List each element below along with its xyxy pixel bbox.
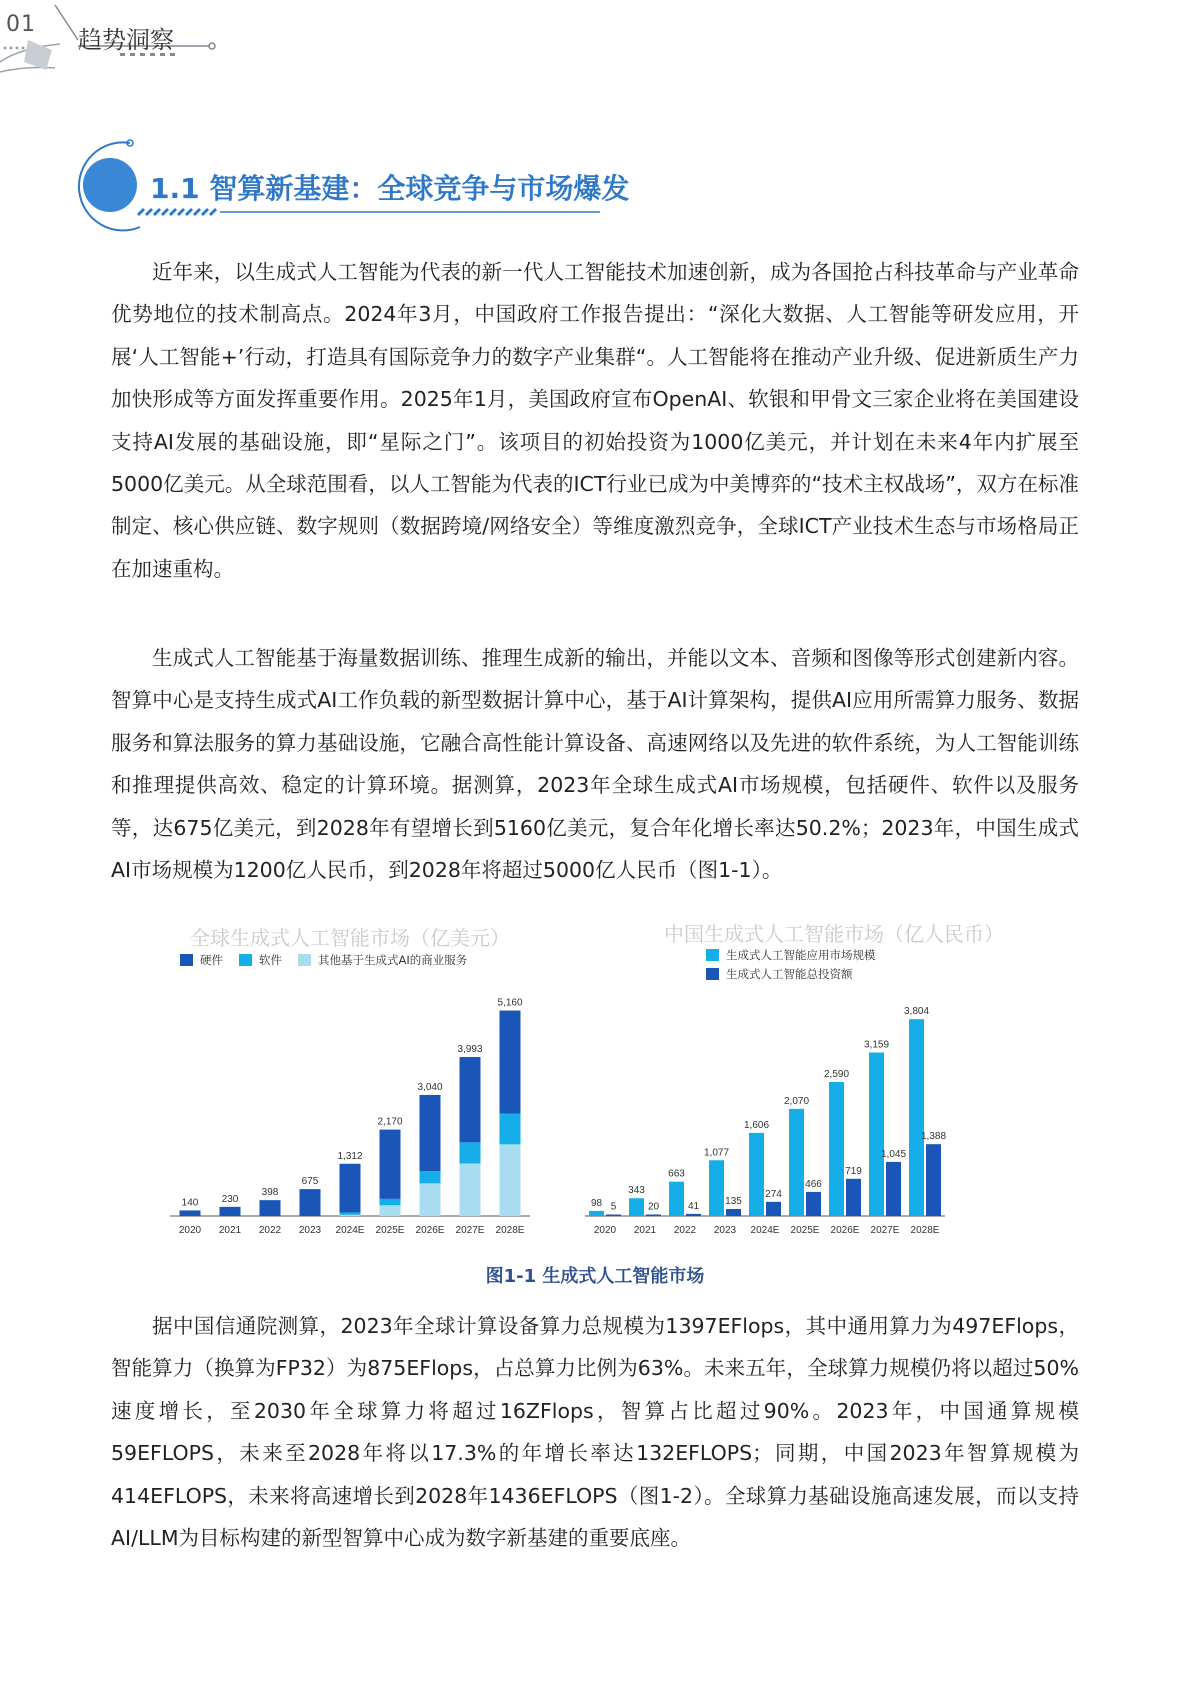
paragraph-1: 近年来，以生成式人工智能为代表的新一代人工智能技术加速创新，成为各国抢占科技革命与产业革命优势地位的技术制高点。2024年3月，中国政府工作报告提出：“深化大数据、人工智能等研发应用，开展‘人工智能+’行动，打造具有国际竞争力的数字产业集群“。人工智能将在推动产业升级、促进新质生产力加快形成等方面发挥重要作用。2025年1月，美国政府宣布OpenAI、软银和甲骨文三家企业将在美国建设支持AI发展的基础设施，即“星际之门”。该项目的初始投资为1000亿美元，并计划在未来4年内扩展至5000亿美元。从全球范围看，以人工智能为代表的ICT行业已成为中美博弈的“技术主权战场”，双方在标准制定、核心供应链、数字规则（数据跨境/网络安全）等维度激烈竞争，全球ICT产业技术生态与市场格局正在加速重构。 — [111, 260, 1079, 581]
bar-segment — [220, 1207, 241, 1216]
section-title: 1.1 智算新基建：全球竞争与市场爆发 — [150, 172, 630, 205]
data-label: 98 — [590, 1197, 603, 1209]
bar-segment — [500, 1011, 521, 1114]
data-label: 1,077 — [703, 1147, 730, 1159]
legend-label: 其他基于生成式AI的商业服务 — [318, 953, 468, 967]
chart-global-title: 全球生成式人工智能市场（亿美元） — [190, 926, 510, 950]
data-label: 3,993 — [457, 1044, 483, 1056]
bar-segment — [380, 1199, 401, 1205]
legend-item-software — [239, 952, 282, 968]
x-tick-label: 2024E — [335, 1225, 365, 1236]
data-label: 1,606 — [743, 1119, 770, 1131]
data-label: 2,170 — [377, 1116, 403, 1128]
data-label: 3,040 — [417, 1081, 443, 1093]
bar-segment — [460, 1163, 481, 1216]
legend-label: 生成式人工智能应用市场规模 — [726, 948, 876, 962]
data-label: 343 — [628, 1185, 645, 1197]
x-tick-label: 2027E — [870, 1225, 900, 1236]
bar — [829, 1082, 844, 1216]
x-tick-label: 2025E — [790, 1225, 820, 1236]
chart-china-market — [585, 1000, 985, 1245]
legend-item-hardware — [180, 952, 223, 968]
bar-segment — [300, 1189, 321, 1216]
x-tick-label: 2026E — [830, 1225, 860, 1236]
bar — [669, 1182, 684, 1216]
bar-segment — [260, 1200, 281, 1216]
data-label: 230 — [221, 1193, 239, 1205]
legend-swatch — [239, 954, 252, 966]
data-label: 466 — [805, 1178, 822, 1190]
x-tick-label: 2021 — [633, 1225, 657, 1236]
data-label: 5 — [610, 1201, 617, 1213]
x-tick-label: 2021 — [218, 1225, 242, 1236]
bar — [869, 1053, 884, 1216]
bar — [886, 1162, 901, 1216]
legend-item-services — [298, 952, 467, 968]
x-tick-label: 2028E — [910, 1225, 940, 1236]
data-label: 675 — [301, 1176, 319, 1188]
x-tick-label: 2026E — [415, 1225, 445, 1236]
bar — [726, 1209, 741, 1216]
chart-china-title: 中国生成式人工智能市场（亿人民币） — [664, 922, 1004, 946]
bar — [909, 1019, 924, 1216]
bar-segment — [180, 1210, 201, 1216]
chart-global-legend — [180, 952, 467, 971]
bar-segment — [380, 1205, 401, 1216]
bar-segment — [340, 1212, 361, 1214]
legend-swatch — [706, 968, 719, 980]
bar-segment — [380, 1130, 401, 1199]
data-label: 1,312 — [337, 1150, 363, 1162]
x-tick-label: 2022 — [258, 1225, 282, 1236]
legend-label: 生成式人工智能总投资额 — [726, 967, 853, 981]
legend-item-investment — [706, 966, 876, 982]
data-label: 398 — [261, 1187, 279, 1199]
bar-segment — [340, 1215, 361, 1216]
bar — [629, 1198, 644, 1216]
data-label: 274 — [765, 1188, 782, 1200]
bar-segment — [420, 1183, 441, 1216]
bar — [749, 1133, 764, 1216]
bar-segment — [460, 1142, 481, 1163]
chapter-title: 趋势洞察 — [78, 26, 174, 54]
data-label: 140 — [181, 1197, 199, 1209]
data-label: 3,804 — [903, 1006, 930, 1018]
bar-segment — [340, 1164, 361, 1213]
data-label: 2,590 — [823, 1068, 850, 1080]
bar — [709, 1160, 724, 1216]
x-tick-label: 2027E — [455, 1225, 485, 1236]
bar — [606, 1215, 621, 1217]
x-tick-label: 2023 — [298, 1225, 322, 1236]
bar — [806, 1192, 821, 1216]
legend-swatch — [180, 954, 193, 966]
chart-global-market — [170, 975, 540, 1245]
bar — [846, 1179, 861, 1216]
x-tick-label: 2020 — [178, 1225, 202, 1236]
bar — [686, 1214, 701, 1216]
legend-swatch — [298, 954, 311, 966]
chart-china-legend — [706, 947, 876, 985]
data-label: 1,045 — [880, 1148, 907, 1160]
data-label: 5,160 — [497, 997, 523, 1009]
data-label: 719 — [845, 1165, 862, 1177]
bar-segment — [500, 1114, 521, 1145]
x-tick-label: 2023 — [713, 1225, 737, 1236]
data-label: 20 — [647, 1201, 660, 1213]
legend-label: 软件 — [259, 953, 282, 967]
bar-segment — [420, 1095, 441, 1171]
data-label: 41 — [687, 1200, 700, 1212]
data-label: 663 — [668, 1168, 685, 1180]
legend-swatch — [706, 949, 719, 961]
x-tick-label: 2028E — [495, 1225, 525, 1236]
legend-item-app-market — [706, 947, 876, 963]
bar-segment — [460, 1057, 481, 1142]
bar — [926, 1144, 941, 1216]
data-label: 2,070 — [783, 1095, 810, 1107]
data-label: 135 — [725, 1196, 742, 1208]
paragraph-2: 生成式人工智能基于海量数据训练、推理生成新的输出，并能以文本、音频和图像等形式创建新内容。智算中心是支持生成式AI工作负载的新型数据计算中心，基于AI计算架构，提供AI应用所需算力服务、数据服务和算法服务的算力基础设施，它融合高性能计算设备、高速网络以及先进的软件系统，为人工智能训练和推理提供高效、稳定的计算环境。据测算，2023年全球生成式AI市场规模，包括硬件、软件以及服务等，达675亿美元，到2028年有望增长到5160亿美元，复合年化增长率达50.2%；2023年，中国生成式AI市场规模为1200亿人民币，到2028年将超过5000亿人民币（图1-1）。 — [111, 646, 1079, 883]
bar-segment — [500, 1144, 521, 1216]
bar-segment — [420, 1171, 441, 1183]
x-tick-label: 2022 — [673, 1225, 697, 1236]
x-tick-label: 2020 — [593, 1225, 617, 1236]
data-label: 1,388 — [920, 1131, 947, 1143]
figure-caption: 图1-1 生成式人工智能市场 — [485, 1266, 705, 1287]
x-tick-label: 2024E — [750, 1225, 780, 1236]
legend-label: 硬件 — [200, 953, 223, 967]
paragraph-3: 据中国信通院测算，2023年全球计算设备算力总规模为1397EFlops，其中通用算力为497EFlops，智能算力（换算为FP32）为875EFlops，占总算力比例为63%。未来五年，全球算力规模仍将以超过50%速度增长，至2030年全球算力将超过16ZFlops，智算占比超过90%。2023年，中国通算规模59EFLOPS，未来至2028年将以17.3%的年增长率达132EFLOPS；同期，中国2023年智算规模为414EFLOPS，未来将高速增长到2028年1436EFLOPS（图1-2）。全球算力基础设施高速发展，而以支持AI/LLM为目标构建的新型智算中心成为数字新基建的重要底座。 — [111, 1314, 1079, 1551]
bar — [789, 1109, 804, 1216]
bar — [766, 1202, 781, 1216]
bar — [646, 1215, 661, 1217]
data-label: 3,159 — [863, 1039, 890, 1051]
chapter-number: 01 — [6, 12, 36, 37]
x-tick-label: 2025E — [375, 1225, 405, 1236]
bar — [589, 1211, 604, 1216]
